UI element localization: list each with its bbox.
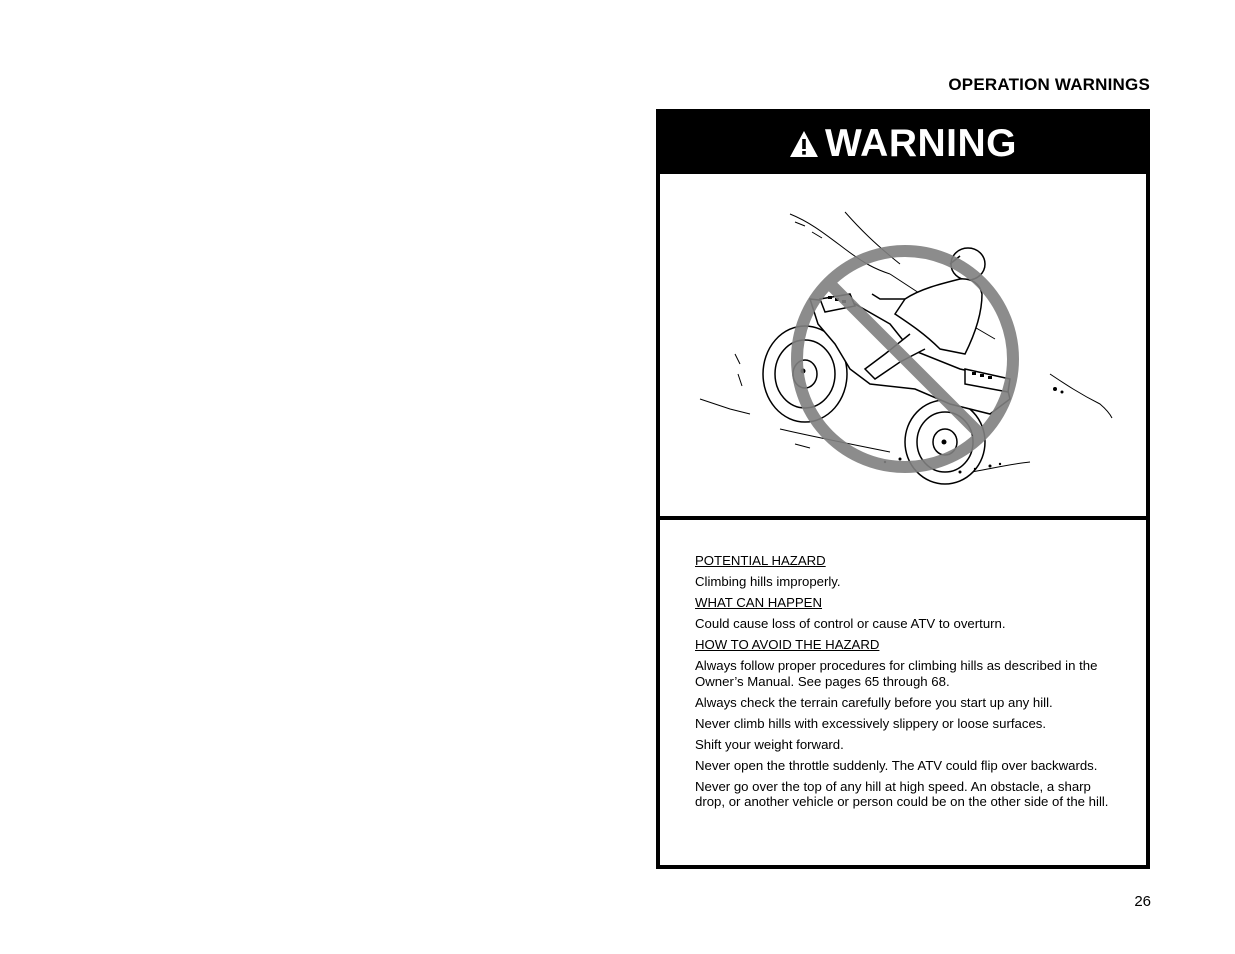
- page-number: 26: [1134, 893, 1151, 910]
- potential-hazard-text: Climbing hills improperly.: [695, 574, 841, 589]
- what-can-happen-text: Could cause loss of control or cause ATV to overturn.: [695, 616, 1006, 631]
- warning-box: [656, 109, 1150, 869]
- how-to-avoid-item: Always check the terrain carefully before you start up any hill.: [695, 694, 1053, 710]
- atv-hill-climb-prohibited-icon: [660, 174, 1146, 520]
- how-to-avoid-item: Shift your weight forward.: [695, 736, 844, 752]
- how-to-avoid-item: Never go over the top of any hill at high speed. An obstacle, a sharp drop, or another vehicle or person could be on the other side of the hill.: [695, 778, 1109, 809]
- how-to-avoid-heading: HOW TO AVOID THE HAZARD: [695, 637, 880, 652]
- warning-label: WARNING: [825, 121, 1017, 165]
- how-to-avoid-item: Always follow proper procedures for climbing hills as described in the Owner’s Manual. See pages 65 through 68.: [695, 658, 1098, 689]
- section-title: OPERATION WARNINGS: [948, 75, 1150, 94]
- warning-triangle-icon: [789, 130, 819, 158]
- warning-header: [660, 113, 1146, 174]
- how-to-avoid-item: Never open the throttle suddenly. The ATV could flip over backwards.: [695, 757, 1098, 773]
- hazard-text: [695, 553, 1115, 815]
- how-to-avoid-item: Never climb hills with excessively slippery or loose surfaces.: [695, 715, 1047, 731]
- what-can-happen-heading: WHAT CAN HAPPEN: [695, 595, 823, 610]
- potential-hazard-heading: POTENTIAL HAZARD: [695, 553, 826, 568]
